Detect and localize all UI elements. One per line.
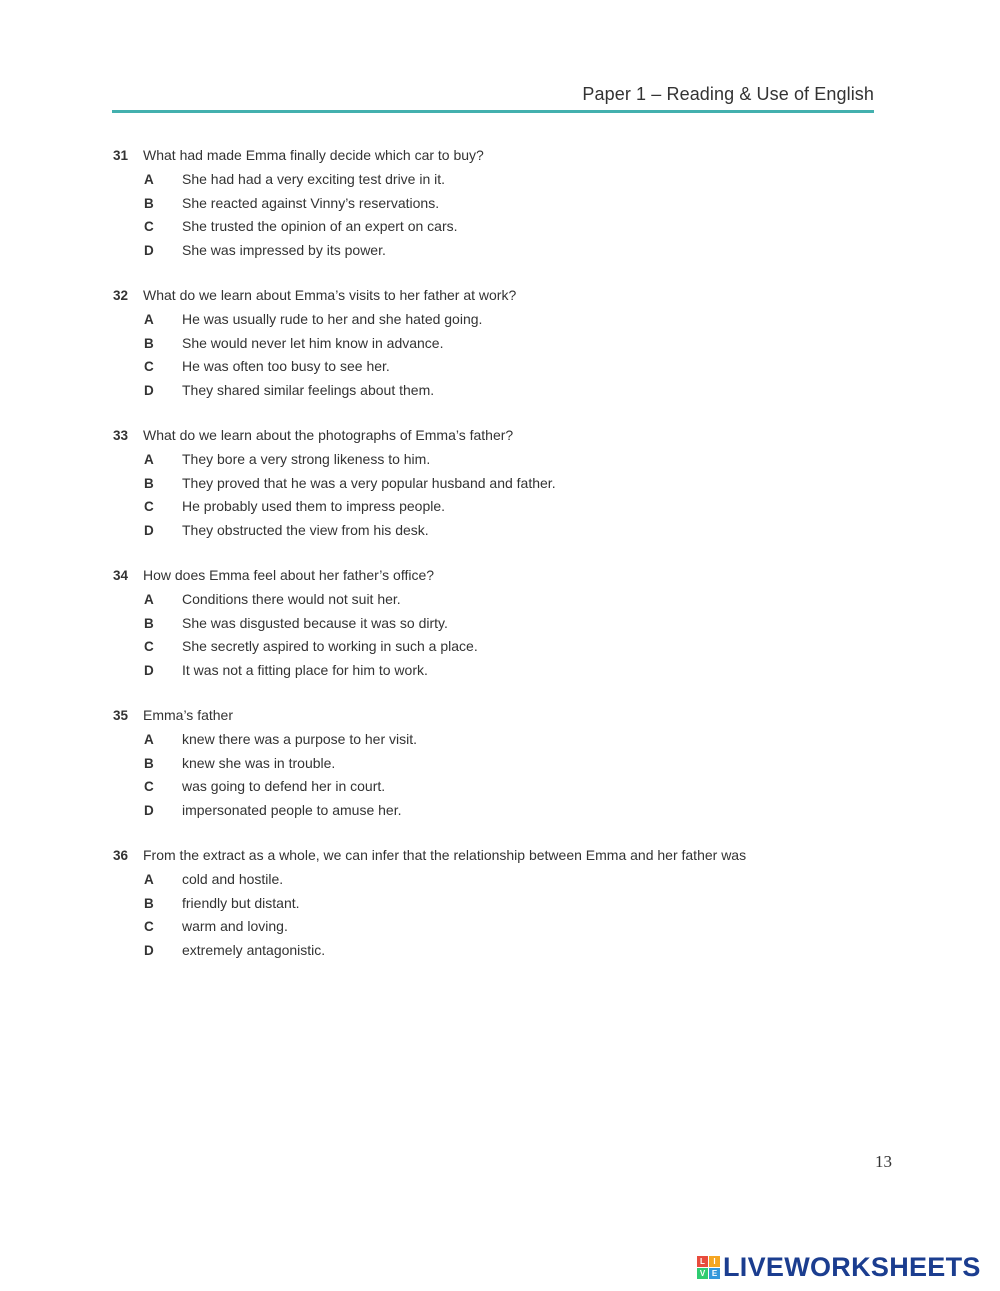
option-text: She secretly aspired to working in such a place. xyxy=(182,638,478,654)
option-text: She reacted against Vinny’s reservations. xyxy=(182,194,440,211)
option-text: extremely antagonistic. xyxy=(182,941,326,958)
option-letter: A xyxy=(144,312,154,327)
option-letter: A xyxy=(144,172,154,187)
question-number: 34 xyxy=(113,568,129,583)
option-letter: D xyxy=(144,802,154,818)
option-letter: A xyxy=(144,452,154,467)
question-33 xyxy=(113,427,913,545)
logo-text: LIVEWORKSHEETS xyxy=(723,1252,981,1282)
option-text: knew she was in trouble. xyxy=(182,754,336,771)
logo-block-e: E xyxy=(709,1268,720,1279)
question-list xyxy=(113,147,913,987)
option-d[interactable] xyxy=(113,242,913,266)
option-d[interactable] xyxy=(113,802,913,826)
option-c[interactable] xyxy=(113,218,913,242)
option-letter: B xyxy=(144,615,154,631)
paper-title: Paper 1 – Reading & Use of English xyxy=(582,84,874,104)
option-letter: D xyxy=(144,942,154,958)
question-number: 33 xyxy=(113,428,129,443)
option-a[interactable] xyxy=(113,871,913,895)
option-d[interactable] xyxy=(113,522,913,546)
option-b[interactable] xyxy=(113,615,913,639)
question-text: What do we learn about Emma’s visits to her father at work? xyxy=(143,287,517,303)
option-d[interactable] xyxy=(113,942,913,966)
option-b[interactable] xyxy=(113,475,913,499)
option-text: They proved that he was a very popular husband and father. xyxy=(182,474,556,491)
option-text: He probably used them to impress people. xyxy=(182,498,446,514)
option-c[interactable] xyxy=(113,778,913,802)
option-b[interactable] xyxy=(113,755,913,779)
option-letter: D xyxy=(144,662,154,678)
option-letter: A xyxy=(144,732,154,747)
option-a[interactable] xyxy=(113,731,913,755)
option-text: He was usually rude to her and she hated going. xyxy=(182,311,483,327)
option-letter: B xyxy=(144,755,154,771)
option-letter: D xyxy=(144,242,154,258)
option-b[interactable] xyxy=(113,895,913,919)
option-text: They shared similar feelings about them. xyxy=(182,381,435,398)
option-a[interactable] xyxy=(113,591,913,615)
option-b[interactable] xyxy=(113,335,913,359)
option-text: It was not a fitting place for him to work. xyxy=(182,661,428,678)
option-text: Conditions there would not suit her. xyxy=(182,591,401,607)
option-c[interactable] xyxy=(113,358,913,382)
header-rule xyxy=(112,110,874,113)
option-letter: B xyxy=(144,475,154,491)
option-text: She was impressed by its power. xyxy=(182,241,386,258)
option-d[interactable] xyxy=(113,662,913,686)
option-text: She would never let him know in advance. xyxy=(182,334,444,351)
liveworksheets-logo[interactable] xyxy=(697,1252,981,1283)
option-letter: D xyxy=(144,522,154,538)
question-text: What had made Emma finally decide which car to buy? xyxy=(143,147,484,163)
option-letter: C xyxy=(144,639,154,654)
question-number: 36 xyxy=(113,848,129,863)
option-letter: C xyxy=(144,919,154,934)
option-letter: C xyxy=(144,499,154,514)
option-c[interactable] xyxy=(113,498,913,522)
option-a[interactable] xyxy=(113,311,913,335)
option-text: She trusted the opinion of an expert on cars. xyxy=(182,218,458,234)
option-text: They bore a very strong likeness to him. xyxy=(182,451,431,467)
option-letter: B xyxy=(144,335,154,351)
option-c[interactable] xyxy=(113,638,913,662)
logo-block-v: V xyxy=(697,1268,708,1279)
logo-block-i: I xyxy=(709,1256,720,1267)
option-c[interactable] xyxy=(113,918,913,942)
question-32 xyxy=(113,287,913,405)
option-letter: B xyxy=(144,195,154,211)
option-letter: A xyxy=(144,592,154,607)
option-b[interactable] xyxy=(113,195,913,219)
question-text: How does Emma feel about her father’s office? xyxy=(143,567,435,583)
question-36 xyxy=(113,847,913,965)
question-text: Emma’s father xyxy=(143,707,233,723)
option-text: She had had a very exciting test drive in it. xyxy=(182,171,446,187)
question-number: 32 xyxy=(113,288,129,303)
option-text: knew there was a purpose to her visit. xyxy=(182,731,418,747)
option-d[interactable] xyxy=(113,382,913,406)
option-text: cold and hostile. xyxy=(182,871,284,887)
option-text: friendly but distant. xyxy=(182,894,300,911)
option-letter: B xyxy=(144,895,154,911)
logo-blocks-icon xyxy=(697,1256,720,1279)
option-text: warm and loving. xyxy=(182,918,288,934)
question-35 xyxy=(113,707,913,825)
option-letter: A xyxy=(144,872,154,887)
option-text: They obstructed the view from his desk. xyxy=(182,521,429,538)
option-text: He was often too busy to see her. xyxy=(182,358,390,374)
question-text: What do we learn about the photographs of Emma’s father? xyxy=(143,427,514,443)
option-a[interactable] xyxy=(113,171,913,195)
option-text: She was disgusted because it was so dirty. xyxy=(182,614,448,631)
option-letter: C xyxy=(144,779,154,794)
page-number: 13 xyxy=(875,1152,892,1171)
option-letter: D xyxy=(144,382,154,398)
option-letter: C xyxy=(144,359,154,374)
option-text: was going to defend her in court. xyxy=(182,778,386,794)
option-letter: C xyxy=(144,219,154,234)
question-number: 31 xyxy=(113,148,129,163)
question-31 xyxy=(113,147,913,265)
option-a[interactable] xyxy=(113,451,913,475)
option-text: impersonated people to amuse her. xyxy=(182,801,402,818)
question-text: From the extract as a whole, we can infer that the relationship between Emma and her father was xyxy=(143,847,747,863)
logo-block-l: L xyxy=(697,1256,708,1267)
question-34 xyxy=(113,567,913,685)
question-number: 35 xyxy=(113,708,129,723)
